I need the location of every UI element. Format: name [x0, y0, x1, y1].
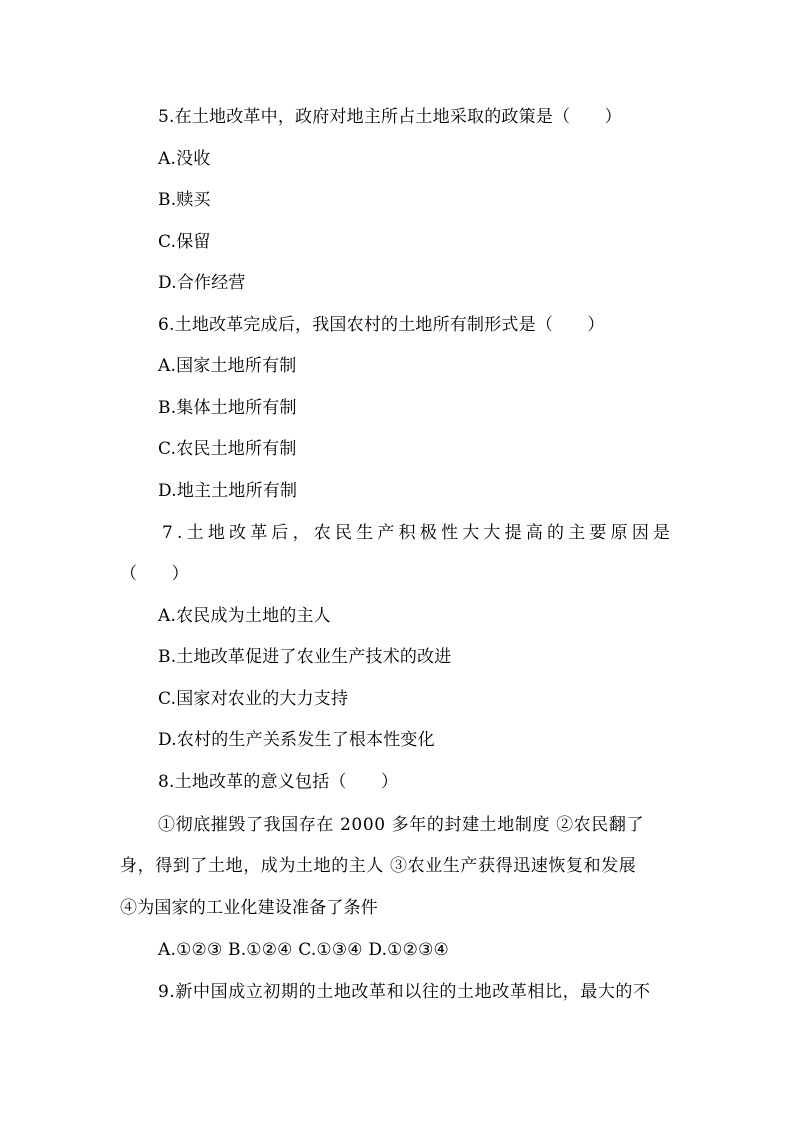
question-5-option-b: B.赎买 [158, 190, 211, 210]
question-6-option-b: B.集体土地所有制 [158, 398, 297, 418]
question-8-body-line-2: 身，得到了土地，成为土地的主人 ③农业生产获得迅速恢复和发展 [120, 856, 637, 876]
question-7-option-c: C.国家对农业的大力支持 [158, 689, 349, 709]
question-5-option-c: C.保留 [158, 232, 211, 252]
question-7-option-d: D.农村的生产关系发生了根本性变化 [158, 730, 435, 750]
question-8-stem: 8.土地改革的意义包括（ ） [158, 772, 399, 792]
question-6-option-a: A.国家土地所有制 [158, 356, 297, 376]
question-7-stem-bracket: （ ） [120, 564, 189, 584]
question-6-stem: 6.土地改革完成后，我国农村的土地所有制形式是（ ） [158, 315, 605, 335]
question-6-option-c: C.农民土地所有制 [158, 439, 297, 459]
question-9-stem: 9.新中国成立初期的土地改革和以往的土地改革相比，最大的不 [158, 982, 651, 1002]
question-7-option-a: A.农民成为土地的主人 [158, 606, 331, 626]
question-8-body-line-3: ④为国家的工业化建设准备了条件 [120, 898, 378, 918]
question-5-option-a: A.没收 [158, 149, 211, 169]
question-6-option-d: D.地主土地所有制 [158, 481, 298, 501]
question-7-stem: 7.土地改革后，农民生产积极性大大提高的主要原因是 [162, 523, 675, 543]
question-5-stem: 5.在土地改革中，政府对地主所占土地采取的政策是（ ） [158, 107, 622, 127]
question-5-option-d: D.合作经营 [158, 273, 246, 293]
question-7-option-b: B.土地改革促进了农业生产技术的改进 [158, 647, 452, 667]
question-8-body-line-1: ①彻底摧毁了我国存在 2000 多年的封建土地制度 ②农民翻了 [158, 815, 645, 835]
question-8-options: A.①②③ B.①②④ C.①③④ D.①②③④ [158, 940, 449, 960]
